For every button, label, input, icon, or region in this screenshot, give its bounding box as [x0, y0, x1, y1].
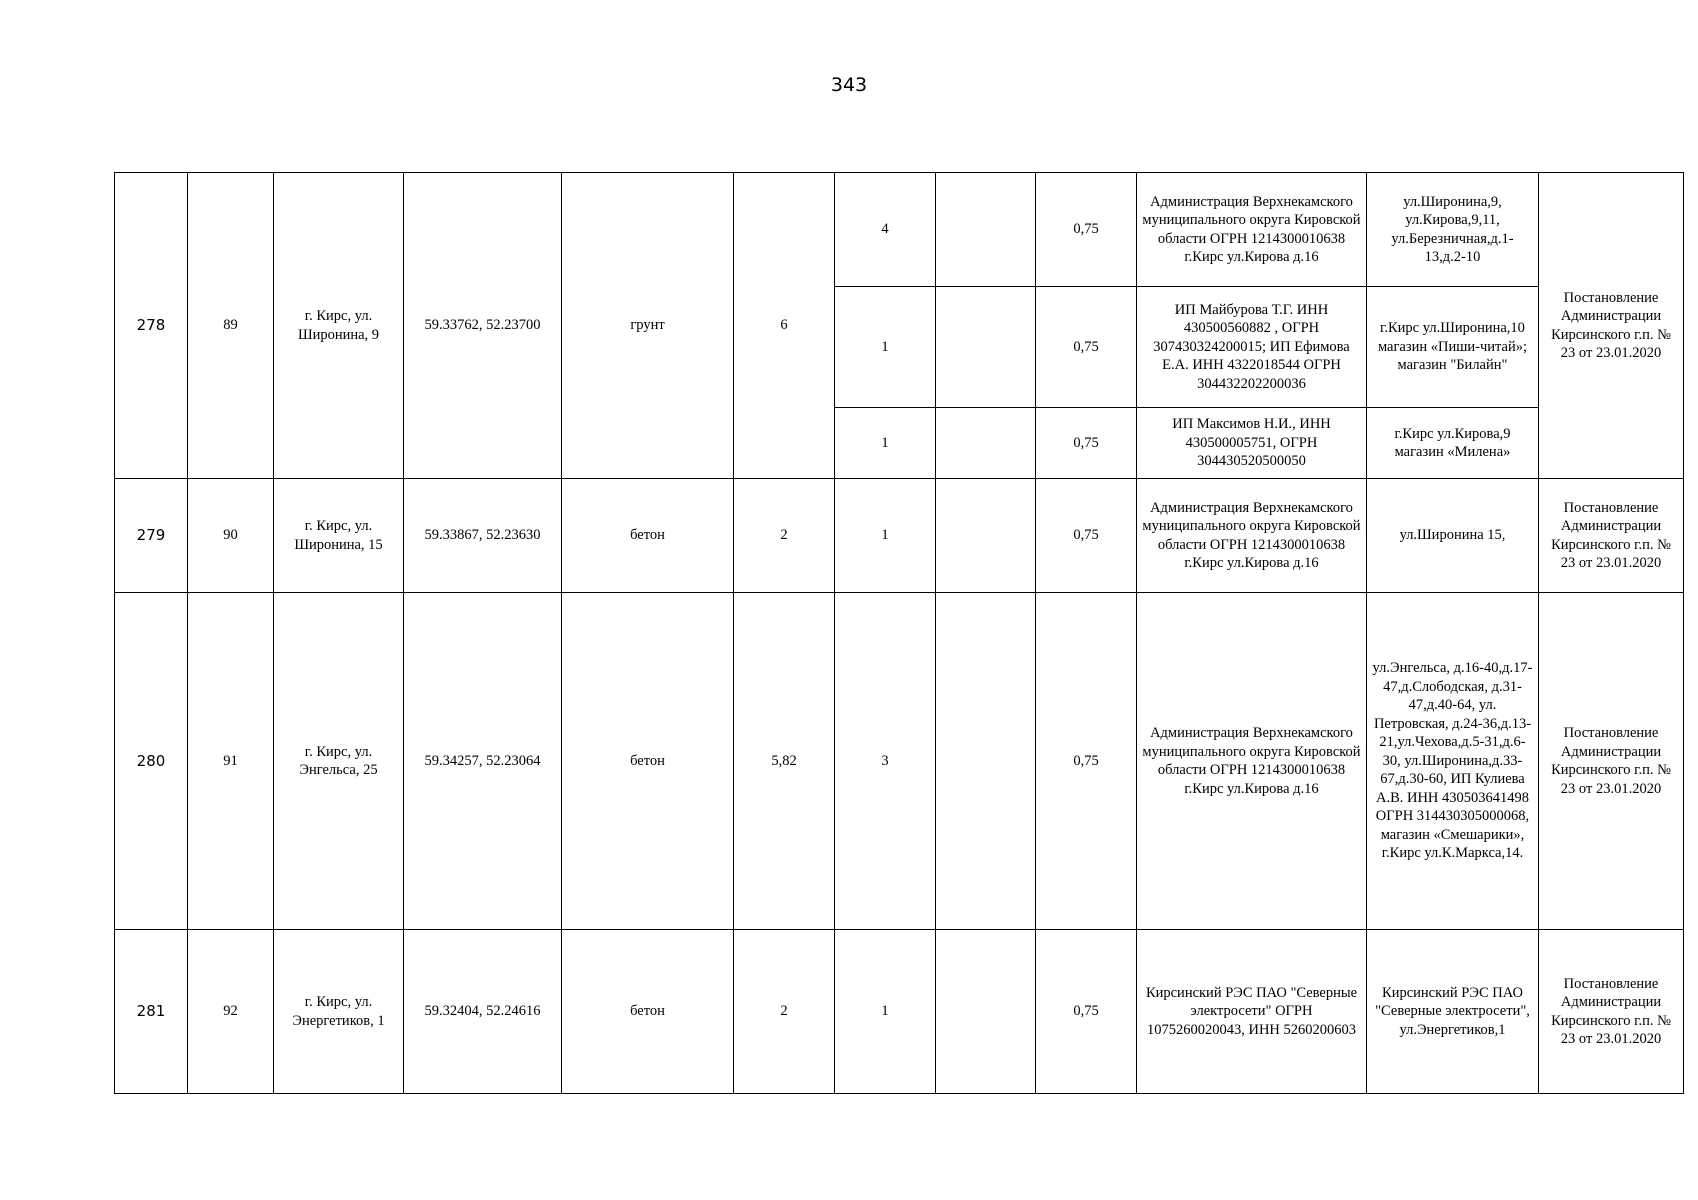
site-coordinates: 59.33762, 52.23700 — [404, 173, 562, 479]
container-volume: 0,75 — [1036, 408, 1137, 479]
site-address: г. Кирс, ул. Энергетиков, 1 — [274, 930, 404, 1094]
container-volume: 0,75 — [1036, 287, 1137, 408]
waste-sources: Кирсинский РЭС ПАО "Северные электросети", ул.Энергетиков,1 — [1367, 930, 1539, 1094]
container-count: 1 — [835, 408, 936, 479]
site-address: г. Кирс, ул. Широнина, 9 — [274, 173, 404, 479]
extra-cell — [936, 173, 1036, 287]
site-owner: ИП Майбурова Т.Г. ИНН 430500560882 , ОГРН 307430324200015; ИП Ефимова Е.А. ИНН 4322018544 ОГРН 304432202200036 — [1137, 287, 1367, 408]
site-number: 92 — [188, 930, 274, 1094]
waste-sources: г.Кирс ул.Кирова,9 магазин «Милена» — [1367, 408, 1539, 479]
container-count: 4 — [835, 173, 936, 287]
site-address: г. Кирс, ул. Энгельса, 25 — [274, 593, 404, 930]
site-surface: бетон — [562, 930, 734, 1094]
container-count: 1 — [835, 287, 936, 408]
container-volume: 0,75 — [1036, 173, 1137, 287]
table-row — [115, 173, 1684, 287]
legal-basis: Постановление Администрации Кирсинского г.п. № 23 от 23.01.2020 — [1539, 479, 1684, 593]
table-row — [115, 930, 1684, 1094]
site-coordinates: 59.34257, 52.23064 — [404, 593, 562, 930]
site-area: 2 — [734, 479, 835, 593]
site-owner: ИП Максимов Н.И., ИНН 430500005751, ОГРН 304430520500050 — [1137, 408, 1367, 479]
table-row — [115, 593, 1684, 930]
site-number: 90 — [188, 479, 274, 593]
container-volume: 0,75 — [1036, 930, 1137, 1094]
site-surface: грунт — [562, 173, 734, 479]
row-seq-number: 280 — [115, 593, 188, 930]
site-number: 89 — [188, 173, 274, 479]
site-area: 5,82 — [734, 593, 835, 930]
site-area: 6 — [734, 173, 835, 479]
site-number: 91 — [188, 593, 274, 930]
container-count: 1 — [835, 930, 936, 1094]
waste-sources: ул.Широнина,9, ул.Кирова,9,11, ул.Березничная,д.1-13,д.2-10 — [1367, 173, 1539, 287]
waste-sources: г.Кирс ул.Широнина,10 магазин «Пиши-читай»; магазин "Билайн" — [1367, 287, 1539, 408]
row-seq-number: 278 — [115, 173, 188, 479]
legal-basis: Постановление Администрации Кирсинского г.п. № 23 от 23.01.2020 — [1539, 173, 1684, 479]
site-address: г. Кирс, ул. Широнина, 15 — [274, 479, 404, 593]
site-owner: Кирсинский РЭС ПАО "Северные электросети" ОГРН 1075260020043, ИНН 5260200603 — [1137, 930, 1367, 1094]
extra-cell — [936, 930, 1036, 1094]
extra-cell — [936, 593, 1036, 930]
waste-sources: ул.Широнина 15, — [1367, 479, 1539, 593]
site-surface: бетон — [562, 593, 734, 930]
site-area: 2 — [734, 930, 835, 1094]
container-sites-table — [114, 172, 1684, 1094]
extra-cell — [936, 287, 1036, 408]
site-coordinates: 59.33867, 52.23630 — [404, 479, 562, 593]
waste-sources: ул.Энгельса, д.16-40,д.17-47,д.Слободская, д.31-47,д.40-64, ул. Петровская, д.24-36,д.13-21,ул.Чехова,д.5-31,д.6-30, ул.Широнина,д.33-67,д.30-60, ИП Кулиева А.В. ИНН 430503641498 ОГРН 314430305000068, магазин «Смешарики», г.Кирс ул.К.Маркса,14. — [1367, 593, 1539, 930]
legal-basis: Постановление Администрации Кирсинского г.п. № 23 от 23.01.2020 — [1539, 593, 1684, 930]
site-owner: Администрация Верхнекамского муниципального округа Кировской области ОГРН 1214300010638 г.Кирс ул.Кирова д.16 — [1137, 593, 1367, 930]
container-count: 1 — [835, 479, 936, 593]
table-row — [115, 479, 1684, 593]
row-seq-number: 279 — [115, 479, 188, 593]
site-owner: Администрация Верхнекамского муниципального округа Кировской области ОГРН 1214300010638 г.Кирс ул.Кирова д.16 — [1137, 479, 1367, 593]
site-surface: бетон — [562, 479, 734, 593]
container-count: 3 — [835, 593, 936, 930]
extra-cell — [936, 479, 1036, 593]
container-volume: 0,75 — [1036, 593, 1137, 930]
container-volume: 0,75 — [1036, 479, 1137, 593]
legal-basis: Постановление Администрации Кирсинского г.п. № 23 от 23.01.2020 — [1539, 930, 1684, 1094]
extra-cell — [936, 408, 1036, 479]
page-number: 343 — [830, 74, 868, 96]
site-owner: Администрация Верхнекамского муниципального округа Кировской области ОГРН 1214300010638 г.Кирс ул.Кирова д.16 — [1137, 173, 1367, 287]
row-seq-number: 281 — [115, 930, 188, 1094]
site-coordinates: 59.32404, 52.24616 — [404, 930, 562, 1094]
